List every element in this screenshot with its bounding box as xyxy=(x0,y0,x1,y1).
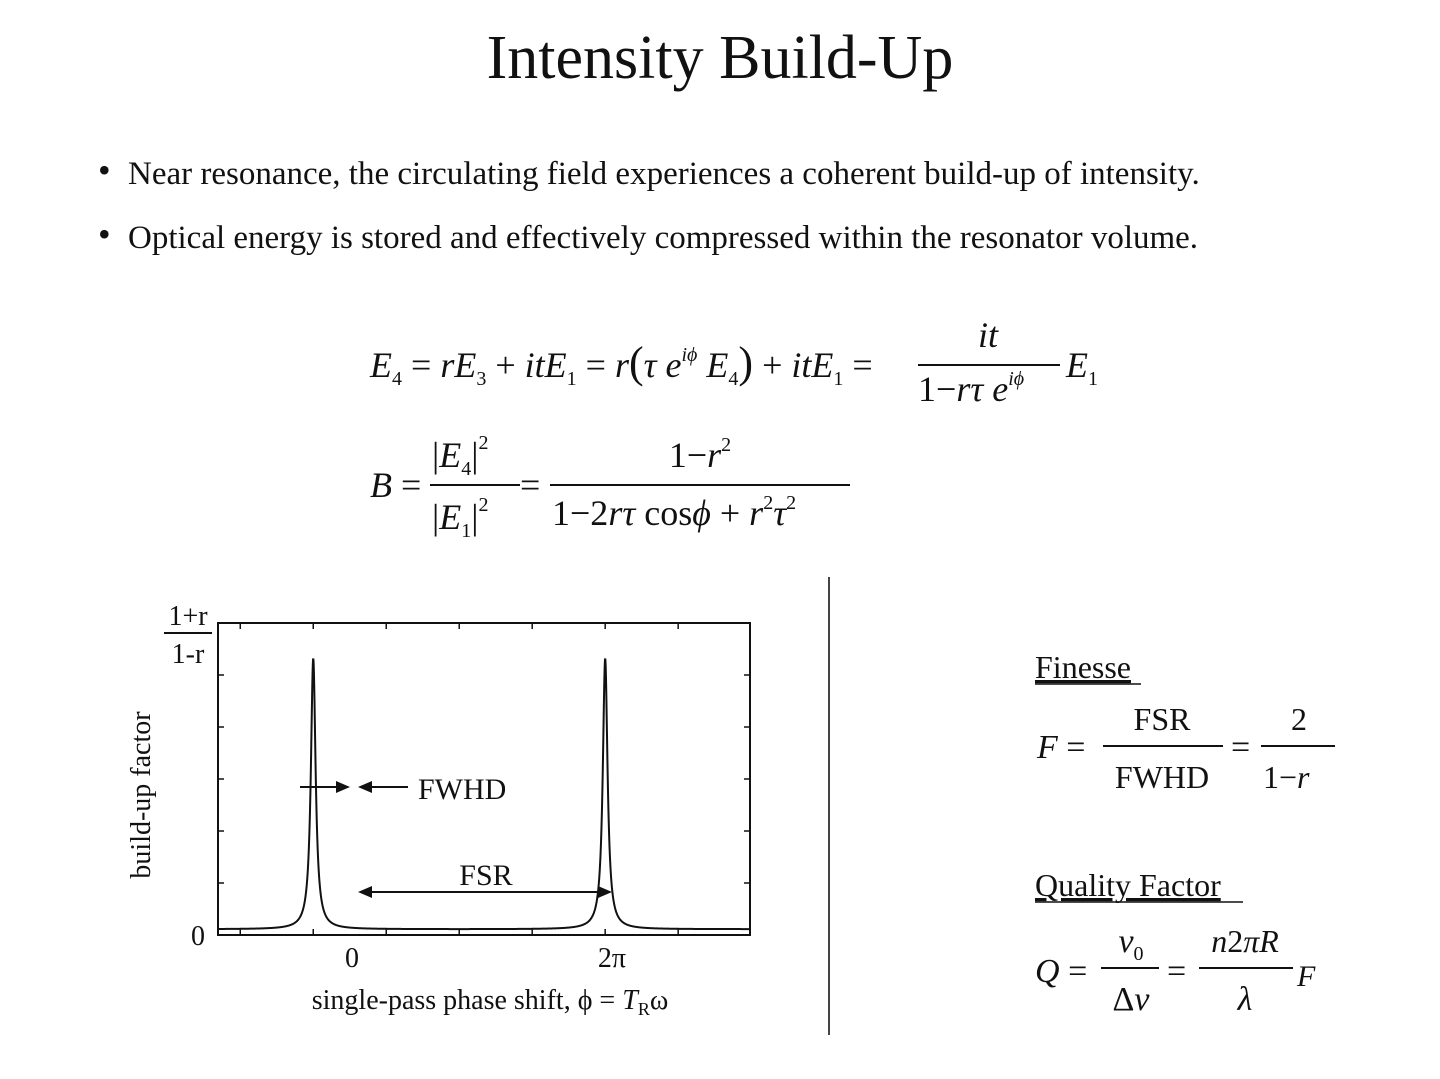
x-tick-two-pi: 2π xyxy=(597,943,627,974)
finesse-heading: Finesse xyxy=(1035,649,1131,685)
y-top-numerator: 1+r xyxy=(168,601,208,632)
fsr-arrowhead-left xyxy=(358,886,372,898)
fwhd-arrowhead-right xyxy=(358,781,372,793)
field-fraction-denominator: 1−rτ $e^{i\phi}$ xyxy=(918,368,1025,409)
quality-finesse-symbol: F xyxy=(1297,960,1316,993)
fwhd-arrowhead-left xyxy=(336,781,350,793)
buildup-plot xyxy=(110,585,760,1025)
buildup-numerator-abs: $|E_4|^2$ xyxy=(432,432,489,480)
bullet-item: • Near resonance, the circulating field experiences a coherent build-up of intensity. xyxy=(98,150,1378,198)
field-equation-lhs: $E_4 = rE_3 + itE_1 = r(\tau$ $e^{i\phi}$ $E_4) + itE_1$ = xyxy=(370,338,873,390)
bullet-item: • Optical energy is stored and effectively compressed within the resonator volume. xyxy=(98,214,1378,262)
buildup-symbol: B = xyxy=(370,465,422,505)
buildup-equals: = xyxy=(520,465,541,505)
buildup-denominator: 1−2rτ $\cos\phi + r^2\tau^2$ xyxy=(552,492,797,533)
x-tick-zero: 0 xyxy=(345,943,359,974)
finesse-fwhd: FWHD xyxy=(1114,759,1210,795)
fsr-arrowhead-right xyxy=(598,886,612,898)
quality-heading: Quality Factor xyxy=(1035,867,1221,903)
fwhd-label: FWHD xyxy=(418,773,507,806)
quality-lambda: λ xyxy=(1237,981,1253,1018)
buildup-numerator: $1-r^2$ xyxy=(668,434,732,475)
field-e1: $E_1$ xyxy=(1066,345,1098,390)
finesse-two: 2 xyxy=(1291,701,1307,737)
vertical-divider xyxy=(828,577,830,1035)
quality-dnu: Δν xyxy=(1112,981,1150,1018)
bullet-list xyxy=(98,150,1378,278)
finesse-one-minus-r: 1−r xyxy=(1263,759,1310,795)
y-top-denominator: 1-r xyxy=(171,639,205,670)
buildup-equation xyxy=(370,432,850,542)
field-fraction-numerator: it xyxy=(977,315,999,355)
finesse-equals: = xyxy=(1231,729,1251,766)
quality-symbol: Q = xyxy=(1035,953,1088,990)
page-title: Intensity Build-Up xyxy=(486,24,954,92)
quality-numerator: n2πR xyxy=(1211,923,1279,959)
buildup-denominator-abs: $|E_1|^2$ xyxy=(432,494,489,542)
y-zero-label: 0 xyxy=(191,921,205,952)
finesse-symbol: F = xyxy=(1037,729,1086,766)
formulas-block xyxy=(1025,640,1365,1030)
equations-block xyxy=(360,305,1120,555)
x-axis-label: single-pass phase shift, $\phi = T_R\omega$ xyxy=(311,985,669,1019)
quality-nu0: $\nu_0$ xyxy=(1118,923,1144,965)
quality-equals: = xyxy=(1167,953,1187,990)
fsr-label: FSR xyxy=(459,859,513,892)
finesse-fsr: FSR xyxy=(1133,701,1191,737)
y-axis-label: build-up factor xyxy=(126,711,157,879)
field-equation xyxy=(369,315,1098,409)
